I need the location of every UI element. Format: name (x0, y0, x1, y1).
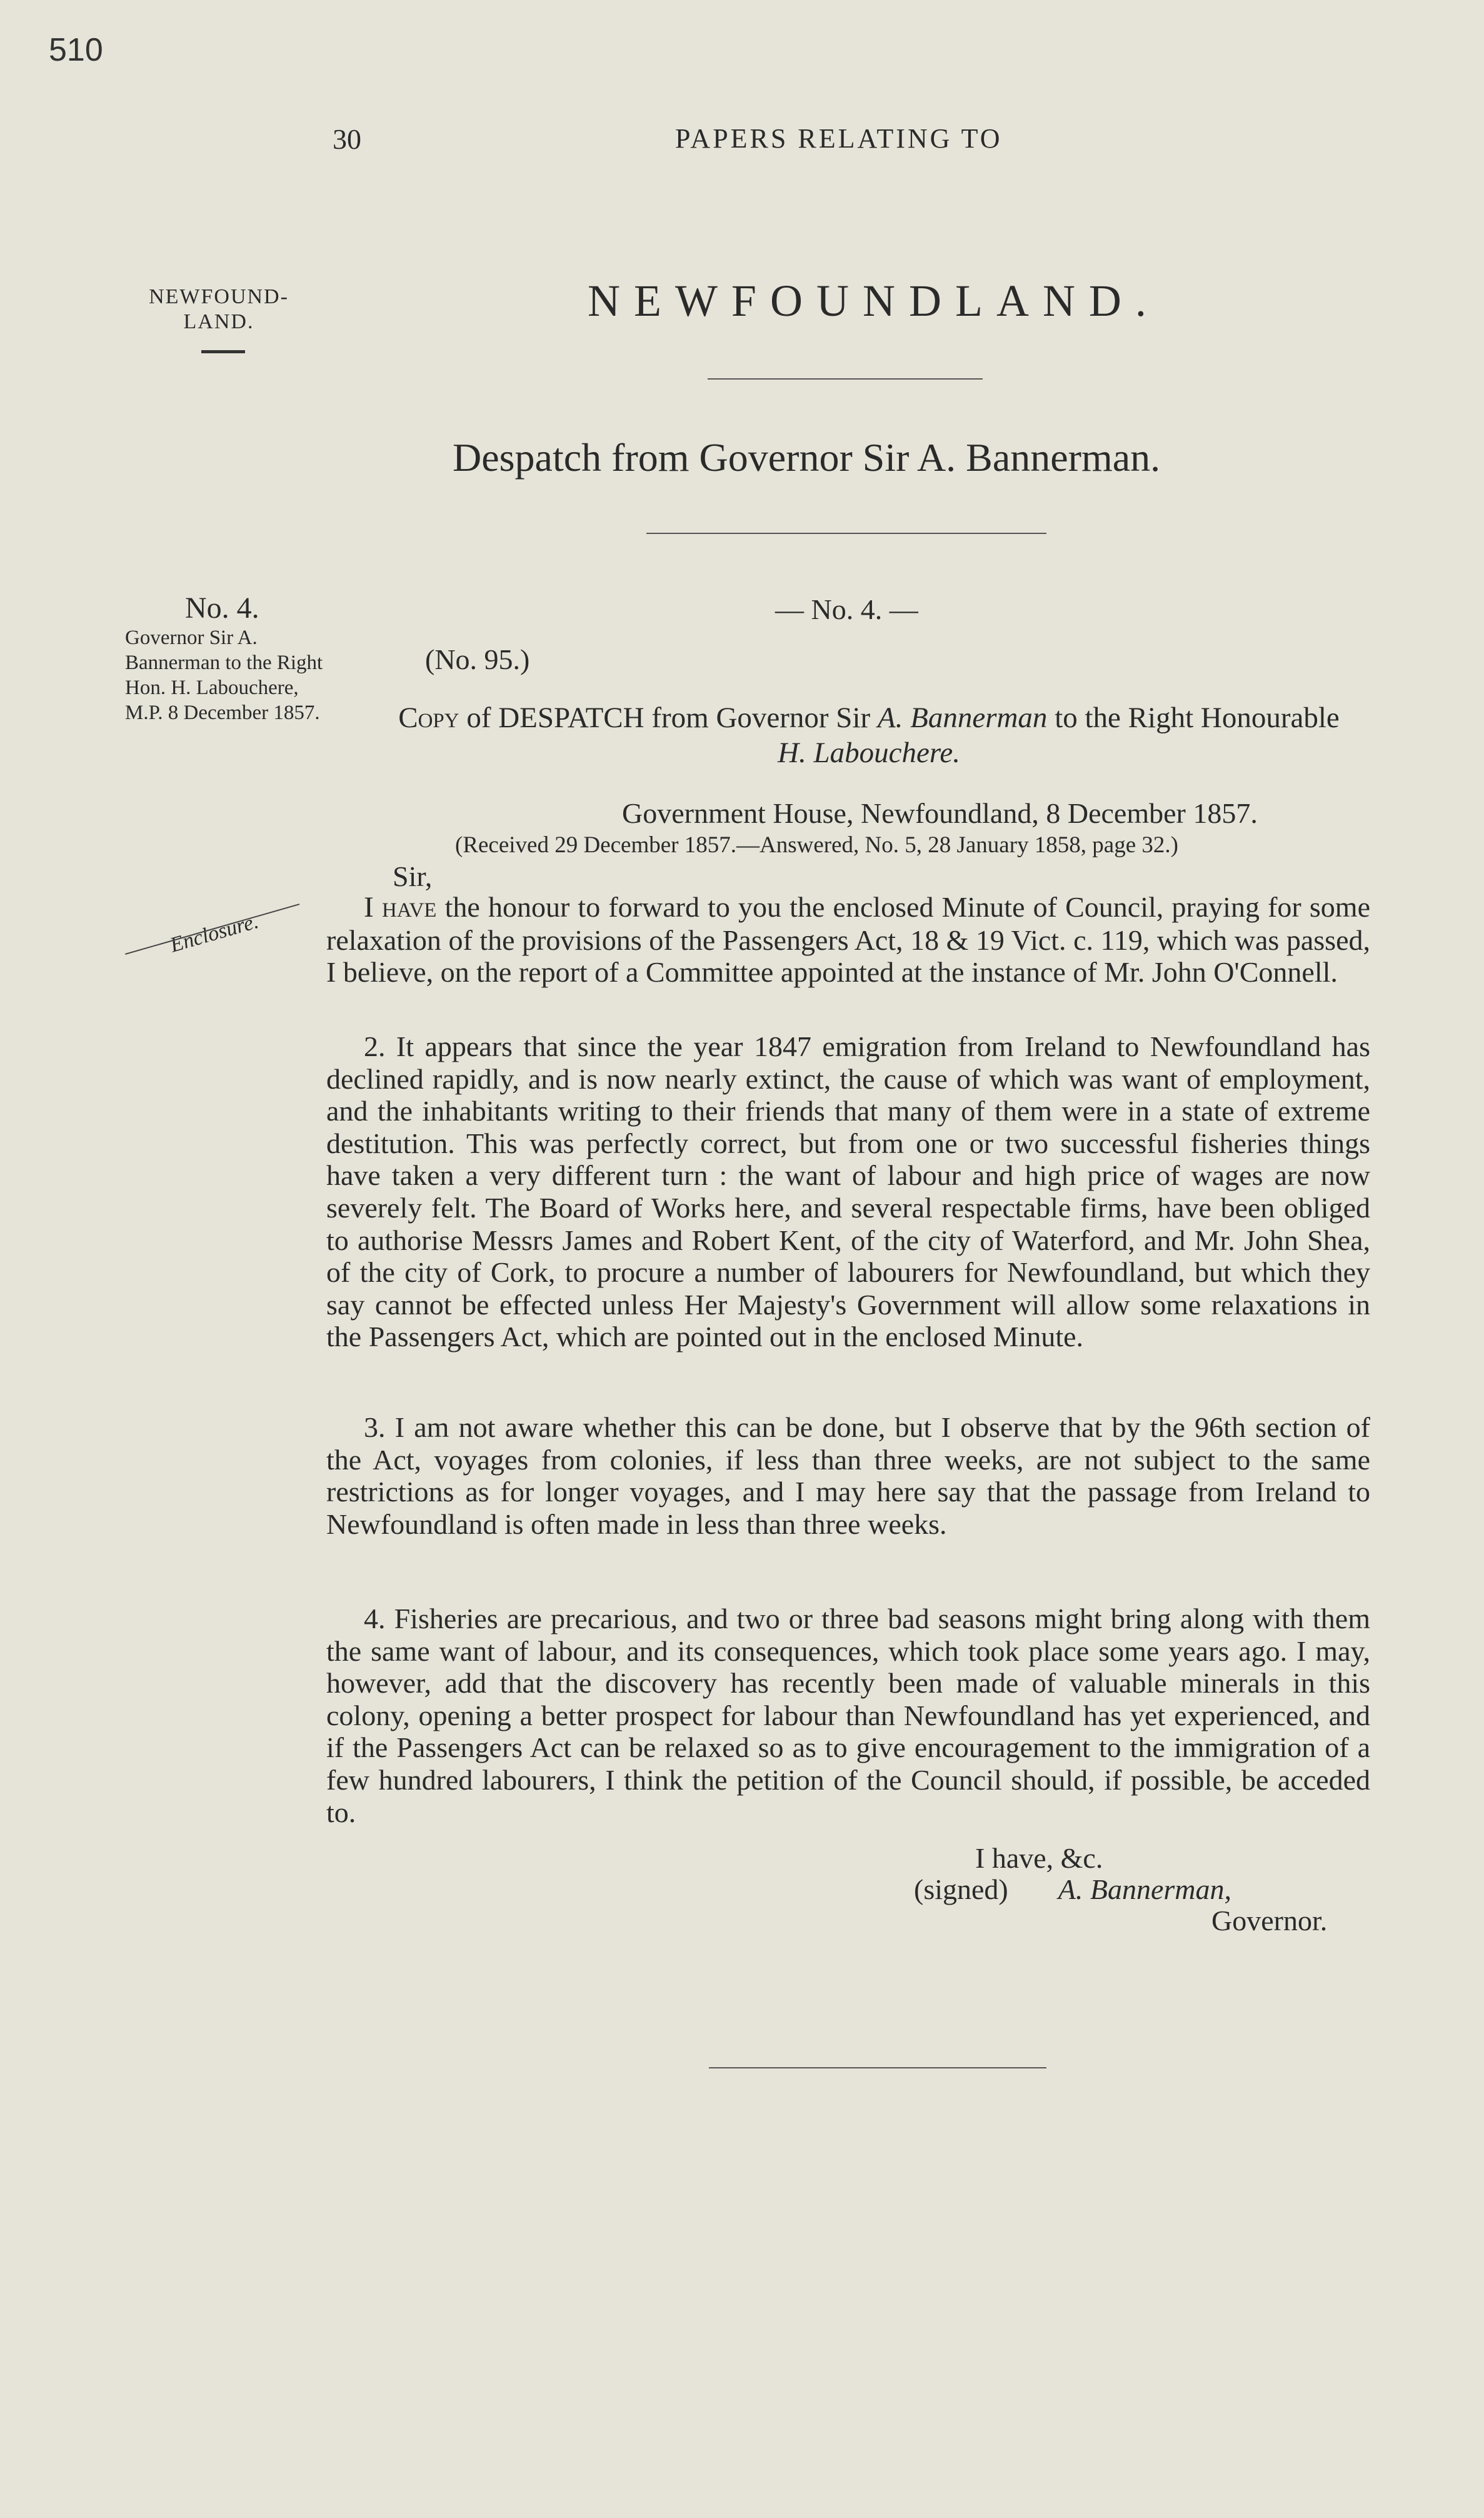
paragraph-4-text: 4. Fisheries are precarious, and two or three bad seasons might bring along with them the same want of labour, and its consequences, which took place some years ago. I may, however, add that the discovery has recently been made of valuable minerals in this colony, opening a better prospect for labour than Newfoundland has yet experienced, and if the Passengers Act can be relaxed so as to give encouragement to the immigration of a few hundred labourers, I think the petition of the Council should, if possible, be acceded to. (326, 1603, 1370, 1828)
running-head-number: 30 (333, 123, 361, 155)
despatch-rule (646, 533, 1046, 534)
running-head-title: PAPERS RELATING TO (675, 123, 1003, 154)
title-rule (708, 378, 983, 380)
received-note: (Received 29 December 1857.—Answered, No. 5, 28 January 1858, page 32.) (455, 832, 1178, 858)
despatch-title: Despatch from Governor Sir A. Bannerman. (453, 435, 1161, 480)
margin-note: Governor Sir A. Bannerman to the Right Hon. H. Labouchere, M.P. 8 December 1857. (125, 627, 323, 724)
copy-heading (388, 700, 1350, 770)
paragraph-4 (326, 1603, 1370, 1828)
copy-heading-part1: of DESPATCH from Governor Sir (459, 702, 878, 734)
paragraph-1-text: the honour to forward to you the enclosed Minute of Council, praying for some relaxation of the provisions of the Passengers Act, 18 & 19 Vict. c. 119, which was passed, I believe, on the report of a Committee appointed at the instance of Mr. John O'Connell. (326, 891, 1370, 989)
page-title: NEWFOUNDLAND. (588, 276, 1160, 326)
copy-word: Copy (398, 702, 459, 734)
margin-colony: NEWFOUND- LAND. (149, 285, 289, 333)
margin-rule (201, 350, 245, 353)
copy-heading-name1: A. Bannerman (877, 702, 1048, 734)
copy-heading-part2: to the Right Honourable (1047, 702, 1340, 734)
despatch-sub-number: (No. 95.) (425, 643, 530, 675)
paragraph-3 (326, 1411, 1370, 1540)
end-rule (709, 2067, 1046, 2068)
signature-line (914, 1873, 1231, 1906)
signed-label: (signed) (914, 1873, 1008, 1905)
paragraph-2 (326, 1030, 1370, 1353)
dateline: Government House, Newfoundland, 8 December 1857. (622, 797, 1258, 829)
paragraph-2-text: 2. It appears that since the year 1847 emigration from Ireland to Newfoundland has declined rapidly, and is now nearly extinct, the cause of which was want of employment, and the inhabitants writing to their friends that many of them were in a state of extreme destitution. This was perfectly correct, but from one or two successful fisheries things have taken a very different turn : the want of labour and high price of wages are now severely felt. The Board of Works here, and several respectable firms, have been obliged to authorise Messrs James and Robert Kent, of the city of Waterford, and Mr. John Shea, of the city of Cork, to procure a number of labourers for Newfoundland, but which they say cannot be effected unless Her Majesty's Government will allow some relaxations in the Passengers Act, which are pointed out in the enclosed Minute. (326, 1030, 1370, 1353)
closing-line: I have, &c. (975, 1842, 1103, 1874)
paragraph-3-text: 3. I am not aware whether this can be done, but I observe that by the 96th section of the Act, voyages from colonies, if less than three weeks, are not subject to the same restrictions as for longer voyages, and I may here say that the passage from Ireland to Newfoundland is often made in less than three weeks. (326, 1411, 1370, 1540)
salutation: Sir, (393, 860, 433, 892)
paragraph-1 (326, 891, 1370, 989)
enclosure-rule (125, 904, 299, 955)
page-number: 510 (49, 32, 103, 68)
enclosure-note: Enclosure. (168, 910, 261, 957)
copy-heading-name2: H. Labouchere. (778, 737, 960, 769)
signature-name: A. Bannerman, (1058, 1873, 1231, 1905)
paragraph-1-lead: I have (364, 891, 437, 924)
margin-number: No. 4. (185, 592, 259, 625)
despatch-number: — No. 4. — (775, 593, 918, 625)
signature-title: Governor. (1211, 1905, 1328, 1936)
